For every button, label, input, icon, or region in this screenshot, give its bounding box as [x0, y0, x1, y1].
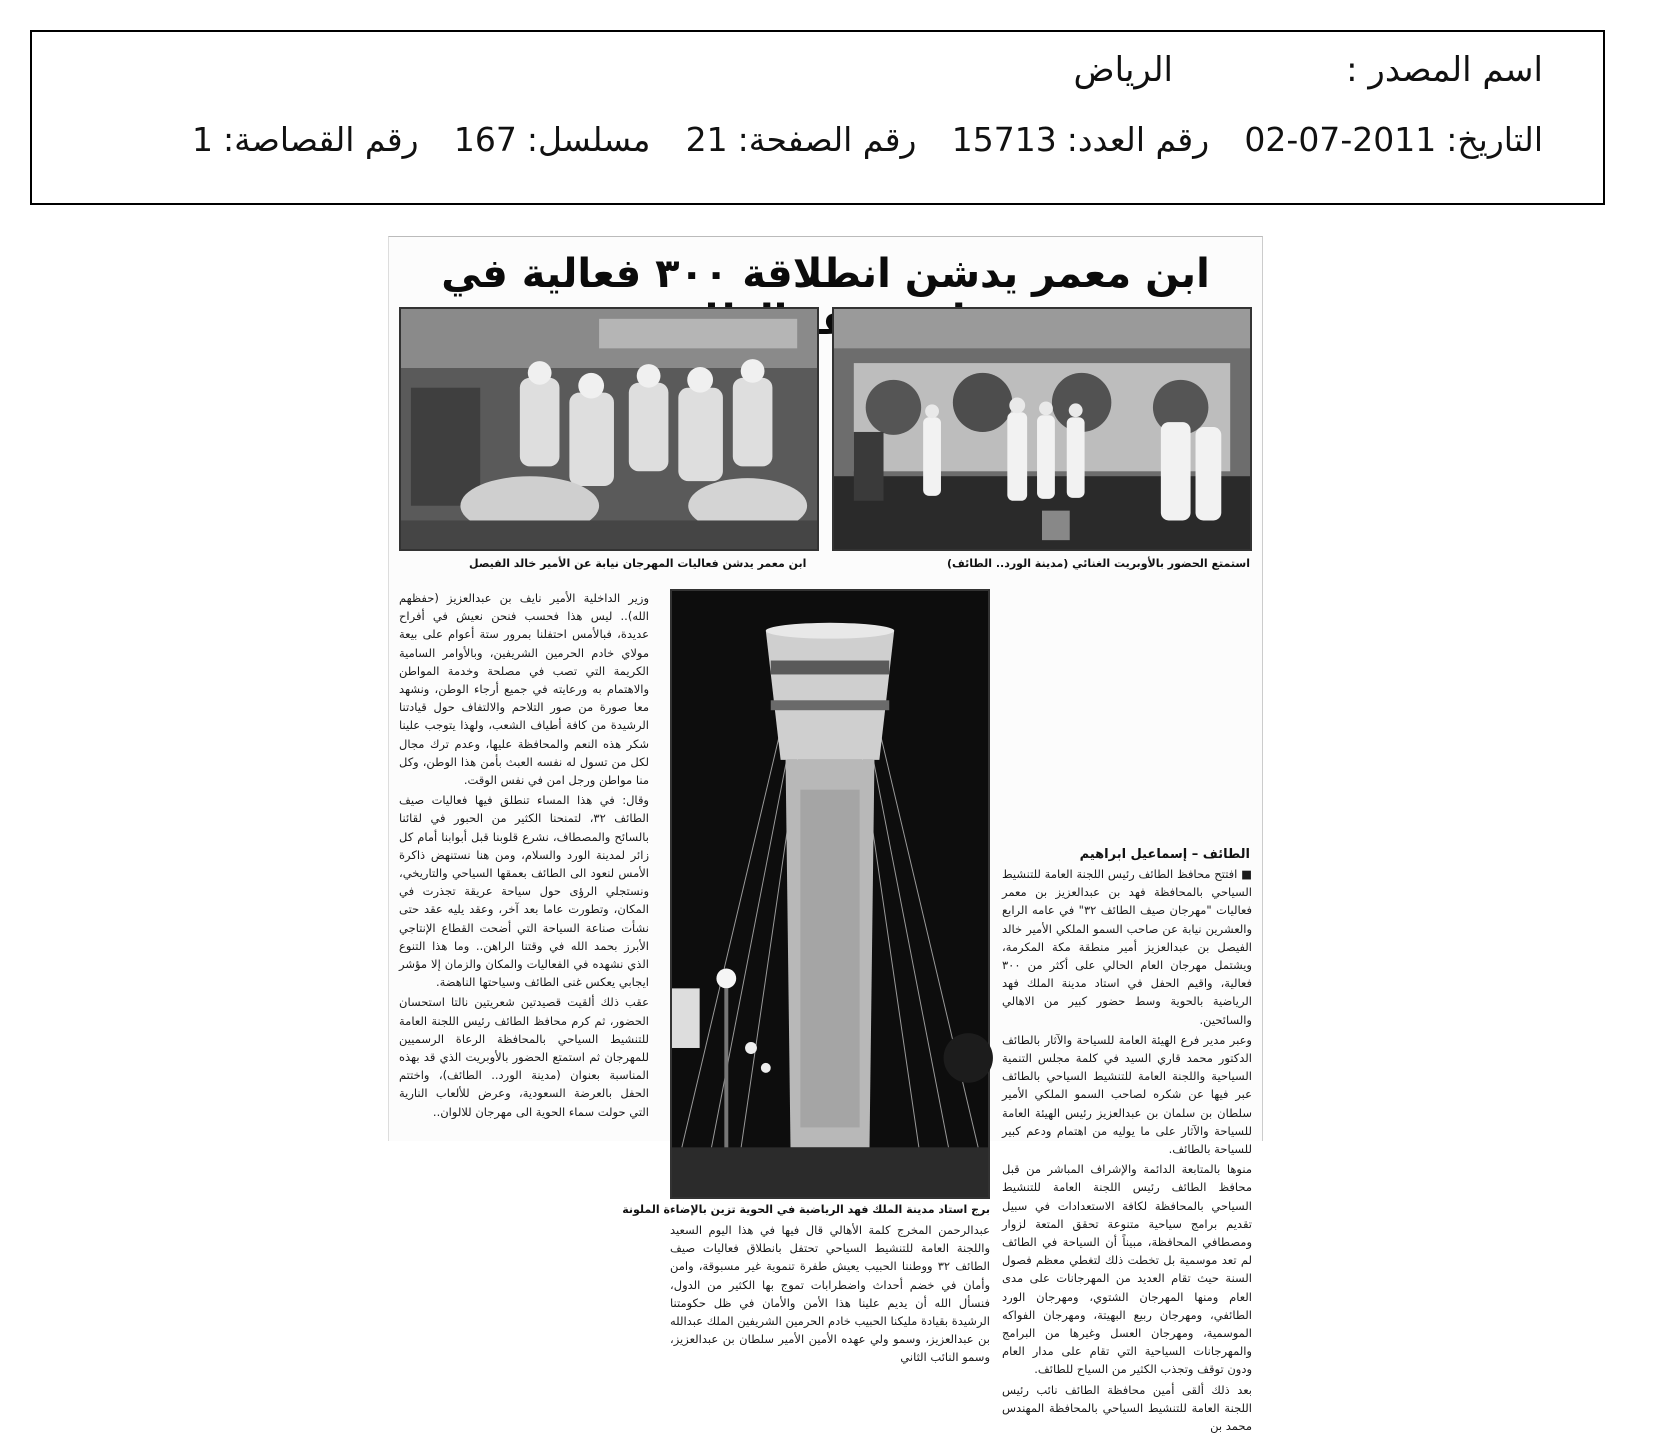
source-value: الرياض — [1073, 50, 1173, 90]
photo-operetta — [832, 307, 1252, 551]
caption-operetta: استمتع الحضور بالأوبريت الغنائي (مدينة الورد.. الطائف) — [947, 557, 1250, 570]
clip-field — [192, 120, 419, 159]
serial-label: مسلسل: — [526, 120, 651, 159]
paragraph: وزير الداخلية الأمير نايف بن عبدالعزيز (حفظهم الله).. ليس هذا فحسب فنحن نعيش في أفراح عديدة، فبالأمس احتفلنا بمرور ستة أعوام على بيعة مولاي خادم الحرمين الشريفين، وبالأوامر السامية الكريمة التي تصب في مصلحة وخدمة المواطن والاهتمام به ورعايته في جميع أرجاء الوطن، ونشهد معا صورة من صور التلاحم والالتفاف حول قيادتنا الرشيدة من كافة أطياف الشعب، ولهذا يتوجب علينا شكر هذه النعم والمحافظة عليها، وعدم ترك مجال لكل من تسول له نفسه العبث بأمن هذا الوطن، وكل منا مواطن ورجل امن في نفس الوقت. — [399, 591, 649, 788]
article-headline: ابن معمر يدشن انطلاقة ٣٠٠ فعالية في — [441, 251, 1210, 297]
column-middle — [670, 1221, 990, 1369]
page-field — [686, 120, 917, 159]
caption-tower: برج استاد مدينة الملك فهد الرياضية في الحوية تزين بالإضاءة الملونة — [622, 1203, 990, 1216]
date-field — [1244, 120, 1543, 159]
date-label: التاريخ: — [1446, 120, 1543, 159]
photo-tower — [670, 589, 990, 1199]
column-right — [1002, 865, 1252, 1437]
metadata-row — [192, 120, 1543, 159]
caption-officials: ابن معمر يدشن فعاليات المهرجان نيابة عن الأمير خالد الفيصل — [469, 557, 807, 570]
issue-value: 15713 — [951, 120, 1057, 159]
newspaper-clipping — [388, 236, 1263, 1434]
clip-label: رقم القصاصة: — [223, 120, 419, 159]
source-info-box — [30, 30, 1605, 205]
paragraph: ■ افتتح محافظ الطائف رئيس اللجنة العامة للتنشيط السياحي بالمحافظة فهد بن عبدالعزيز بن معمر فعاليات "مهرجان صيف الطائف ٣٢" في عامه الرابع والعشرين نيابة عن صاحب السمو الملكي الأمير خالد الفيصل بن عبدالعزيز أمير منطقة مكة المكرمة، ويشتمل مهرجان العام الحالي على أكثر من ٣٠٠ فعالية، واقيم الحفل في استاد مدينة الملك فهد الرياضية بالحوية وسط حضور كبير من الاهالي والسائحين. — [1002, 867, 1252, 1027]
paragraph: عبدالرحمن المخرج كلمة الأهالي قال فيها في هذا اليوم السعيد واللجنة العامة للتنشيط السياحي تحتفل بانطلاق فعاليات صيف الطائف ٣٢ ووطننا الحبيب يعيش طفرة تنموية غير مسبوقة، وامن وأمان في خضم أحداث واضطرابات تموج بها الكثير من الدول، فنسأل الله أن يديم علينا هذا الأمن والأمان في ظل حكومتنا الرشيدة بقيادة مليكنا الحبيب خادم الحرمين الشريفين الملك عبدالله بن عبدالعزيز، وسمو ولي عهده الأمين الأمير سلطان بن عبدالعزيز، وسمو النائب الثاني — [670, 1223, 990, 1365]
page-value: 21 — [685, 120, 728, 159]
serial-value: 167 — [453, 120, 517, 159]
column-left — [399, 589, 649, 1123]
paragraph: وقال: في هذا المساء تنطلق فيها فعاليات صيف الطائف ٣٢، لتمنحنا الكثير من الحبور في لقائنا بالسائح والمصطاف، نشرع قلوبنا قبل أبوابنا أمام كل زائر لمدينة الورد والسلام، ومن هنا نستنهض ذاكرة الأمس لنعود الى الطائف بعمقها السياحي والتاريخي، ونستجلي الرؤى حول سياحة عريقة تجذرت في المكان، وتطورت عاما بعد آخر، وعقد يليه عقد حتى نشأت صناعة السياحة التي أضحت القطاع الإنتاجي الأبرز بحمد الله في وقتنا الراهن.. وما هذا التنوع الذي نشهده في الفعاليات والمكان والزمان إلا مؤشر ايجابي يعكس غنى الطائف وسياحتها الناهضة. — [399, 793, 649, 990]
photo-officials — [399, 307, 819, 551]
issue-label: رقم العدد: — [1066, 120, 1210, 159]
source-row — [1074, 50, 1544, 90]
article-byline: الطائف – إسماعيل ابراهيم — [1079, 847, 1250, 862]
paragraph: وعبر مدير فرع الهيئة العامة للسياحة والآثار بالطائف الدكتور محمد قاري السيد في كلمة مجلس التنمية السياحية واللجنة العامة للتنشيط السياحي بالطائف عبر فيها عن شكره لصاحب السمو الملكي الأمير سلطان بن سلمان بن عبدالعزيز رئيس الهيئة العامة للسياحة والآثار على ما يوليه من اهتمام ودعم كبير للسياحة بالطائف. — [1002, 1032, 1252, 1157]
serial-field — [454, 120, 651, 159]
source-label: اسم المصدر : — [1346, 50, 1543, 90]
date-value: 2011-07-02 — [1244, 120, 1437, 159]
clip-value: 1 — [192, 120, 214, 159]
paragraph: بعد ذلك ألقى أمين محافظة الطائف نائب رئيس اللجنة العامة للتنشيط السياحي بالمحافظة المهندس محمد بن — [1002, 1382, 1252, 1434]
paragraph: منوها بالمتابعة الدائمة والإشراف المباشر من قبل محافظ الطائف رئيس اللجنة العامة للتنشيط السياحي بالمحافظة لكافة الاستعدادات في سبيل تقديم برامج سياحية متنوعة تحقق المتعة لزوار ومصطافي المحافظة، مبيناً أن السياحة في الطائف لم تعد موسمية بل تخطت ذلك لتغطي معظم فصول السنة حيث تقام العديد من المهرجانات على مدى العام ومنها المهرجان الشتوي، ومهرجان الورد الطائفي، ومهرجان ربيع البهيتة، ومهرجان الفواكه الموسمية، ومهرجان العسل وغيرها من البرامج والمهرجانات السياحية التي تقام على مدار العام ودون توقف وتجذب الكثير من السياح للطائف. — [1002, 1162, 1252, 1377]
page-label: رقم الصفحة: — [737, 120, 917, 159]
paragraph: عقب ذلك ألقيت قصيدتين شعريتين نالتا استحسان الحضور، ثم كرم محافظ الطائف رئيس اللجنة العامة للتنشيط السياحي بالمحافظة الرعاة الرسميين للمهرجان ثم استمتع الحضور بالأوبريت الذي قد بهذه المناسبة بعنوان (مدينة الورد.. الطائف)، واختتم الحفل بالعرضة السعودية، وعرض للألعاب النارية التي حولت سماء الحوية الى مهرجان للالوان.. — [399, 995, 649, 1119]
issue-field — [952, 120, 1209, 159]
